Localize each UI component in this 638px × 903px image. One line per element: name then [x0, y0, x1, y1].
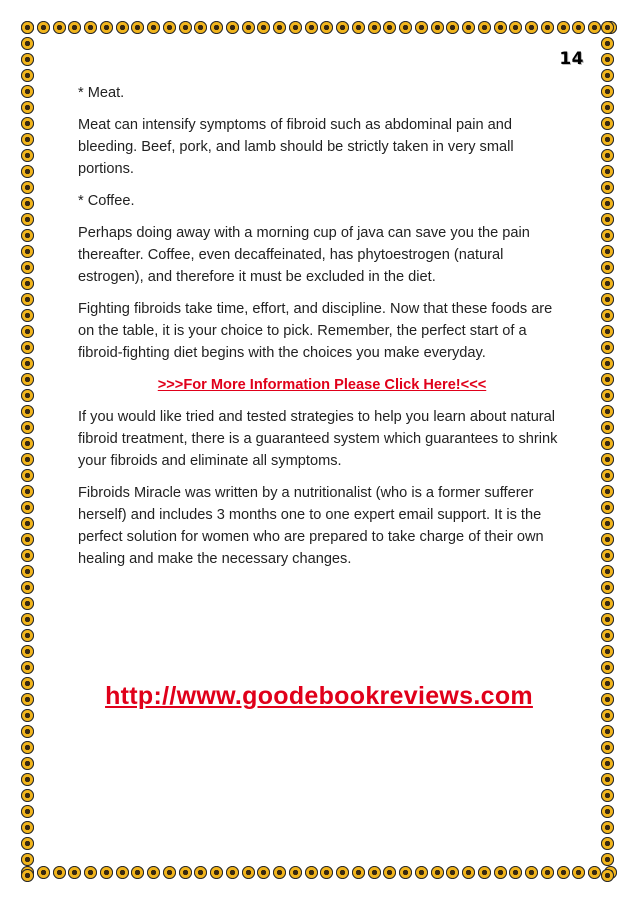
- sunflower-icon: [210, 866, 223, 879]
- sunflower-icon: [601, 853, 614, 866]
- sunflower-icon: [601, 645, 614, 658]
- sunflower-icon: [601, 485, 614, 498]
- sunflower-icon: [273, 21, 286, 34]
- sunflower-icon: [525, 21, 538, 34]
- sunflower-icon: [21, 869, 34, 882]
- sunflower-icon: [572, 21, 585, 34]
- sunflower-icon: [163, 21, 176, 34]
- sunflower-icon: [601, 101, 614, 114]
- sunflower-icon: [68, 866, 81, 879]
- sunflower-icon: [601, 469, 614, 482]
- sunflower-icon: [21, 149, 34, 162]
- sunflower-icon: [601, 37, 614, 50]
- sunflower-icon: [21, 21, 34, 34]
- paragraph-coffee: Perhaps doing away with a morning cup of java can save you the pain thereafter. Coffee, even decaffeinated, has phytoestrogen (natural estrogen), and therefore it must be excluded in the diet.: [78, 225, 530, 285]
- sunflower-icon: [601, 565, 614, 578]
- sunflower-icon: [131, 21, 144, 34]
- sunflower-icon: [601, 85, 614, 98]
- sunflower-icon: [601, 581, 614, 594]
- sunflower-icon: [601, 613, 614, 626]
- sunflower-icon: [21, 101, 34, 114]
- sunflower-icon: [541, 21, 554, 34]
- sunflower-icon: [257, 866, 270, 879]
- sunflower-icon: [557, 21, 570, 34]
- sunflower-icon: [601, 261, 614, 274]
- sunflower-icon: [21, 565, 34, 578]
- sunflower-icon: [601, 21, 614, 34]
- sunflower-icon: [462, 866, 475, 879]
- sunflower-icon: [116, 866, 129, 879]
- website-url-link[interactable]: http://www.goodebookreviews.com: [105, 682, 533, 710]
- sunflower-icon: [131, 866, 144, 879]
- sunflower-icon: [415, 866, 428, 879]
- sunflower-icon: [21, 37, 34, 50]
- sunflower-icon: [84, 21, 97, 34]
- sunflower-icon: [383, 866, 396, 879]
- sunflower-icon: [21, 181, 34, 194]
- sunflower-icon: [601, 453, 614, 466]
- border-left: [21, 21, 37, 882]
- sunflower-icon: [242, 21, 255, 34]
- sunflower-icon: [415, 21, 428, 34]
- sunflower-icon: [352, 21, 365, 34]
- sunflower-icon: [21, 597, 34, 610]
- sunflower-icon: [68, 21, 81, 34]
- sunflower-icon: [525, 866, 538, 879]
- sunflower-icon: [21, 133, 34, 146]
- sunflower-icon: [226, 21, 239, 34]
- sunflower-icon: [588, 866, 601, 879]
- page-content: [78, 82, 566, 580]
- sunflower-icon: [116, 21, 129, 34]
- paragraph-fibroids-miracle: Fibroids Miracle was written by a nutritionalist (who is a former sufferer herself) and includes 3 months one to one expert email support. It is the perfect solution for women who are prepared to take charge of their own healing and make the necessary changes.: [78, 485, 544, 567]
- sunflower-icon: [21, 453, 34, 466]
- sunflower-icon: [21, 117, 34, 130]
- sunflower-icon: [179, 866, 192, 879]
- sunflower-icon: [509, 21, 522, 34]
- sunflower-icon: [601, 293, 614, 306]
- sunflower-icon: [21, 85, 34, 98]
- paragraph-meat-heading: * Meat.: [78, 85, 125, 101]
- sunflower-icon: [383, 21, 396, 34]
- sunflower-icon: [21, 53, 34, 66]
- sunflower-icon: [601, 117, 614, 130]
- sunflower-icon: [320, 21, 333, 34]
- sunflower-icon: [21, 325, 34, 338]
- sunflower-icon: [601, 533, 614, 546]
- sunflower-icon: [368, 866, 381, 879]
- sunflower-icon: [601, 149, 614, 162]
- sunflower-icon: [21, 821, 34, 834]
- sunflower-icon: [601, 357, 614, 370]
- sunflower-icon: [21, 501, 34, 514]
- sunflower-icon: [601, 165, 614, 178]
- sunflower-icon: [601, 197, 614, 210]
- sunflower-icon: [242, 866, 255, 879]
- sunflower-icon: [601, 789, 614, 802]
- paragraph-fighting-fibroids: Fighting fibroids take time, effort, and discipline. Now that these foods are on the table, it is your choice to pick. Remember, the perfect start of a fibroid-fighting diet begins with the choices you make everyday.: [78, 301, 553, 361]
- sunflower-icon: [273, 866, 286, 879]
- sunflower-icon: [601, 213, 614, 226]
- sunflower-icon: [446, 21, 459, 34]
- sunflower-icon: [21, 741, 34, 754]
- sunflower-icon: [601, 501, 614, 514]
- sunflower-icon: [21, 277, 34, 290]
- sunflower-icon: [601, 725, 614, 738]
- sunflower-icon: [352, 866, 365, 879]
- sunflower-icon: [21, 165, 34, 178]
- sunflower-icon: [21, 837, 34, 850]
- sunflower-icon: [601, 597, 614, 610]
- sunflower-icon: [478, 21, 491, 34]
- sunflower-icon: [289, 21, 302, 34]
- sunflower-icon: [601, 869, 614, 882]
- sunflower-icon: [305, 866, 318, 879]
- sunflower-icon: [541, 866, 554, 879]
- sunflower-icon: [21, 533, 34, 546]
- sunflower-icon: [446, 866, 459, 879]
- sunflower-icon: [601, 373, 614, 386]
- sunflower-icon: [53, 866, 66, 879]
- sunflower-icon: [21, 517, 34, 530]
- sunflower-icon: [21, 389, 34, 402]
- sunflower-icon: [21, 69, 34, 82]
- border-bottom: [21, 866, 617, 882]
- sunflower-icon: [601, 245, 614, 258]
- website-url-container: [0, 682, 638, 711]
- sunflower-icon: [21, 437, 34, 450]
- sunflower-icon: [601, 53, 614, 66]
- sunflower-icon: [601, 517, 614, 530]
- sunflower-icon: [21, 805, 34, 818]
- sunflower-icon: [21, 485, 34, 498]
- promo-link-container: [78, 374, 566, 396]
- paragraph-strategies: If you would like tried and tested strategies to help you learn about natural fibroid treatment, there is a guaranteed system which guarantees to shrink your fibroids and eliminate all symptoms.: [78, 409, 558, 469]
- sunflower-icon: [84, 866, 97, 879]
- sunflower-icon: [601, 837, 614, 850]
- sunflower-icon: [601, 421, 614, 434]
- sunflower-icon: [601, 389, 614, 402]
- sunflower-icon: [21, 853, 34, 866]
- sunflower-icon: [601, 773, 614, 786]
- sunflower-icon: [53, 21, 66, 34]
- sunflower-icon: [601, 757, 614, 770]
- sunflower-icon: [147, 21, 160, 34]
- sunflower-icon: [21, 405, 34, 418]
- sunflower-icon: [21, 421, 34, 434]
- sunflower-icon: [37, 866, 50, 879]
- sunflower-icon: [588, 21, 601, 34]
- more-information-link[interactable]: >>>For More Information Please Click Here!<<<: [157, 377, 487, 393]
- sunflower-icon: [289, 866, 302, 879]
- sunflower-icon: [601, 661, 614, 674]
- sunflower-icon: [462, 21, 475, 34]
- sunflower-icon: [399, 866, 412, 879]
- sunflower-icon: [601, 405, 614, 418]
- sunflower-icon: [399, 21, 412, 34]
- sunflower-icon: [257, 21, 270, 34]
- sunflower-icon: [21, 645, 34, 658]
- sunflower-icon: [21, 229, 34, 242]
- sunflower-icon: [601, 549, 614, 562]
- sunflower-icon: [21, 773, 34, 786]
- sunflower-icon: [509, 866, 522, 879]
- sunflower-icon: [601, 69, 614, 82]
- sunflower-icon: [601, 133, 614, 146]
- sunflower-icon: [601, 229, 614, 242]
- sunflower-icon: [21, 197, 34, 210]
- sunflower-icon: [21, 293, 34, 306]
- sunflower-icon: [21, 341, 34, 354]
- sunflower-icon: [21, 613, 34, 626]
- sunflower-icon: [601, 629, 614, 642]
- sunflower-icon: [601, 805, 614, 818]
- sunflower-icon: [226, 866, 239, 879]
- sunflower-icon: [601, 325, 614, 338]
- sunflower-icon: [320, 866, 333, 879]
- sunflower-icon: [147, 866, 160, 879]
- sunflower-icon: [305, 21, 318, 34]
- sunflower-icon: [179, 21, 192, 34]
- sunflower-icon: [601, 741, 614, 754]
- sunflower-icon: [21, 357, 34, 370]
- sunflower-icon: [100, 21, 113, 34]
- sunflower-icon: [21, 549, 34, 562]
- sunflower-icon: [21, 661, 34, 674]
- sunflower-icon: [494, 866, 507, 879]
- sunflower-icon: [100, 866, 113, 879]
- sunflower-icon: [21, 789, 34, 802]
- sunflower-icon: [601, 309, 614, 322]
- sunflower-icon: [601, 341, 614, 354]
- sunflower-icon: [557, 866, 570, 879]
- sunflower-icon: [336, 21, 349, 34]
- sunflower-icon: [210, 21, 223, 34]
- sunflower-icon: [601, 181, 614, 194]
- page-number: 14: [559, 49, 584, 69]
- paragraph-coffee-heading: * Coffee.: [78, 193, 135, 209]
- sunflower-icon: [194, 21, 207, 34]
- paragraph-meat: Meat can intensify symptoms of fibroid such as abdominal pain and bleeding. Beef, pork, and lamb should be strictly taken in very small portions.: [78, 117, 514, 177]
- border-right: [601, 21, 617, 882]
- sunflower-icon: [163, 866, 176, 879]
- border-top: [21, 21, 617, 37]
- sunflower-icon: [21, 757, 34, 770]
- sunflower-icon: [601, 821, 614, 834]
- sunflower-icon: [21, 725, 34, 738]
- sunflower-icon: [368, 21, 381, 34]
- sunflower-icon: [37, 21, 50, 34]
- sunflower-icon: [21, 213, 34, 226]
- sunflower-icon: [21, 581, 34, 594]
- sunflower-icon: [336, 866, 349, 879]
- sunflower-icon: [21, 373, 34, 386]
- sunflower-icon: [21, 261, 34, 274]
- sunflower-icon: [478, 866, 491, 879]
- sunflower-icon: [494, 21, 507, 34]
- sunflower-icon: [572, 866, 585, 879]
- sunflower-icon: [194, 866, 207, 879]
- sunflower-icon: [21, 469, 34, 482]
- sunflower-icon: [21, 629, 34, 642]
- sunflower-icon: [601, 277, 614, 290]
- sunflower-icon: [431, 866, 444, 879]
- sunflower-icon: [21, 245, 34, 258]
- sunflower-icon: [21, 309, 34, 322]
- sunflower-icon: [601, 437, 614, 450]
- sunflower-icon: [431, 21, 444, 34]
